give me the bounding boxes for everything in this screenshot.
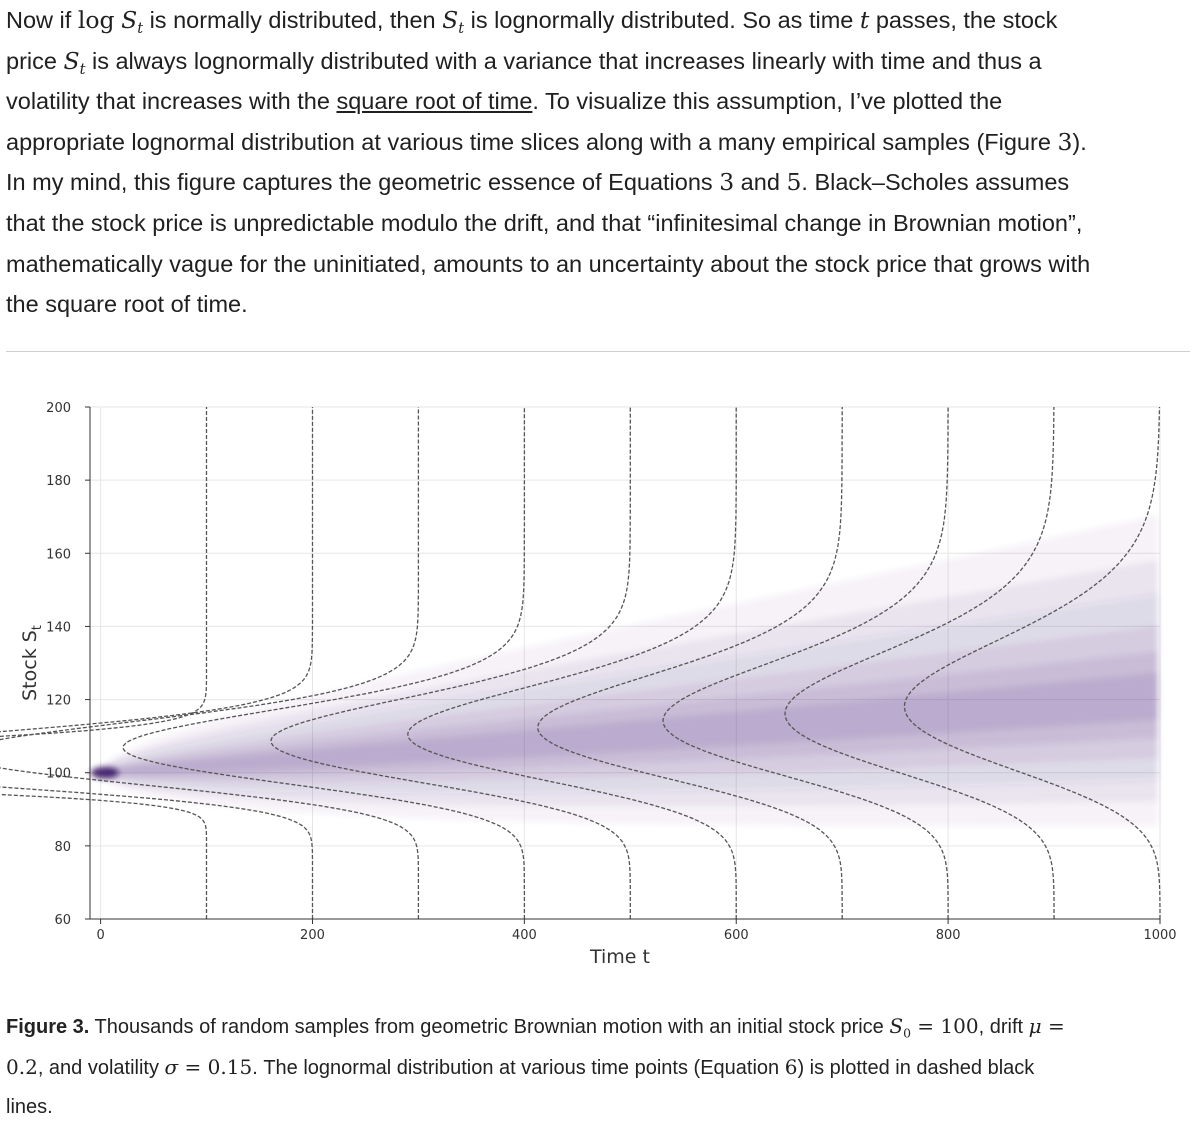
math-sigma: σ (164, 1054, 179, 1079)
gbm-figure (0, 380, 1200, 980)
text-segment: ). (1072, 128, 1087, 155)
math-mu: μ (1028, 1014, 1042, 1038)
text-segment: Now if (6, 7, 78, 33)
text-segment: is normally distributed, then (143, 7, 443, 33)
x-tick-label: 800 (935, 928, 961, 943)
y-tick-label: 200 (46, 401, 71, 416)
paragraph-line-3 (6, 81, 1186, 122)
math-value: = (1041, 1014, 1065, 1038)
paragraph-line-5 (6, 162, 1186, 203)
text-segment: is lognormally distributed. So as time (464, 7, 860, 33)
y-tick-label: 120 (46, 693, 71, 709)
text-segment: In my mind, this figure captures the geometric essence of Equations (6, 169, 720, 196)
text-segment: ) is plotted in dashed black (797, 1056, 1035, 1079)
math-S-t: $S_t$ (121, 6, 144, 38)
paragraph-line-7: mathematically vague for the uninitiated, amounts to an uncertainty about the stock price that grows with (6, 250, 1091, 277)
x-axis-label: Time t (590, 946, 650, 968)
x-tick-label: 1000 (1143, 928, 1177, 943)
math-S0: $S_0$ (889, 1014, 911, 1041)
x-tick-label: 0 (96, 928, 105, 943)
math-t: t (859, 6, 870, 34)
y-axis-label-render: Stock $S_t$ (19, 625, 45, 701)
math-value: 0.2 (6, 1054, 38, 1079)
text-segment: appropriate lognormal distribution at various time slices along with a many empirical samples (Figure (6, 128, 1058, 155)
x-tick-label: 200 (300, 928, 325, 943)
math-S-t: $S_t$ (442, 6, 465, 38)
text-segment: Thousands of random samples from geometric Brownian motion with an initial stock price (89, 1016, 890, 1038)
y-tick-label: 140 (46, 620, 71, 636)
y-tick-label: 180 (46, 474, 71, 490)
text-segment: is always lognormally distributed with a variance that increases linearly with time and thus a (85, 47, 1042, 74)
y-tick-label: 60 (54, 913, 71, 928)
x-tick-label: 600 (723, 928, 749, 943)
math-log: log (77, 6, 115, 34)
figure-caption (6, 1006, 1190, 1128)
math-value: = 100 (910, 1014, 979, 1038)
paragraph-line-8: the square root of time. (6, 291, 248, 318)
x-tick-label: 400 (511, 928, 537, 943)
text-segment: . Black–Scholes assumes (801, 169, 1070, 196)
equation-ref-number: 6 (784, 1054, 798, 1079)
equation-ref-number: 3 (719, 168, 735, 197)
sample-paths-cloud (91, 515, 1158, 826)
paragraph-line-4 (6, 122, 1186, 163)
text-segment: volatility that increases with the (6, 88, 337, 115)
text-segment: price (6, 47, 64, 74)
square-root-of-time-link[interactable]: square root of time (336, 88, 533, 115)
figure-ref-number: 3 (1057, 127, 1073, 156)
math-S-t: $S_t$ (63, 46, 86, 78)
text-segment: and (734, 169, 787, 196)
equation-ref-number: 5 (786, 168, 802, 197)
paragraph-line-6: that the stock price is unpredictable modulo the drift, and that “infinitesimal change in Brownian motion”, (6, 209, 1083, 236)
y-tick-label: 80 (54, 839, 71, 855)
text-segment: , drift (978, 1016, 1029, 1038)
text-segment: . To visualize this assumption, I’ve plotted the (532, 88, 1003, 115)
body-paragraph (6, 0, 1186, 325)
caption-line-1 (6, 1006, 1190, 1047)
caption-line-2 (6, 1047, 1190, 1088)
math-value: = 0.15 (178, 1054, 253, 1079)
section-divider (6, 351, 1190, 352)
y-tick-label: 100 (46, 766, 71, 782)
paragraph-line-1 (6, 0, 1186, 41)
y-tick-label: 160 (46, 547, 71, 563)
paragraph-line-2 (6, 41, 1186, 82)
caption-line-3: lines. (6, 1096, 53, 1119)
text-segment: . The lognormal distribution at various time points (Equation (252, 1056, 785, 1079)
text-segment: passes, the stock (869, 7, 1058, 33)
text-segment: , and volatility (37, 1056, 165, 1079)
caption-label: Figure 3. (6, 1016, 90, 1038)
initial-price-cluster (91, 767, 119, 779)
